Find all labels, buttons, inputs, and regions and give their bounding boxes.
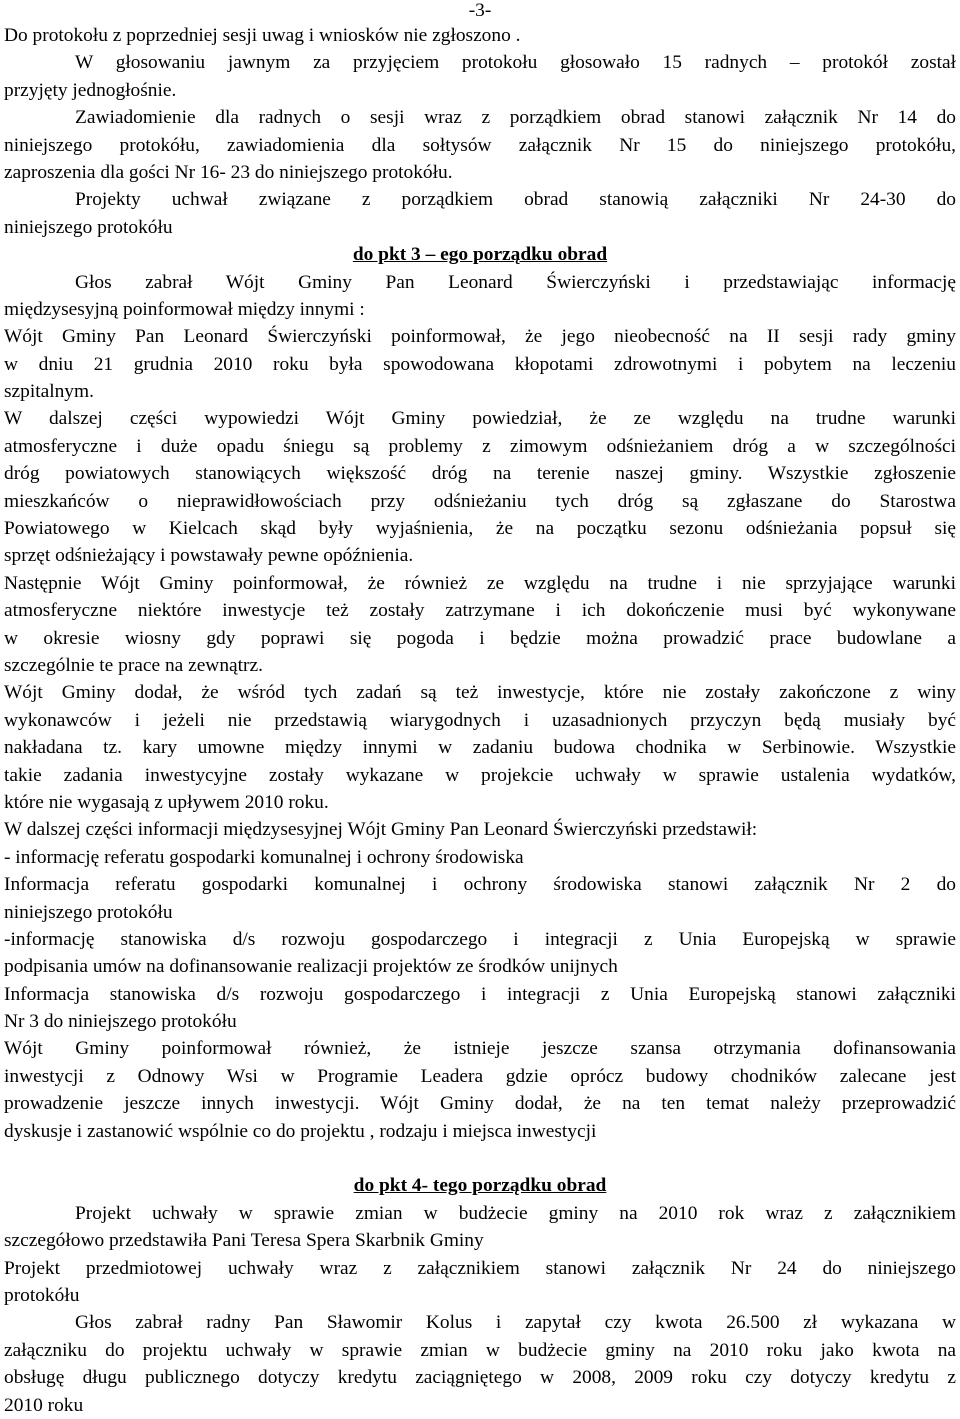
text-line: zaproszenia dla gości Nr 16- 23 do niniejszego protokółu.	[4, 161, 453, 183]
text-line: Głos zabrał radny Pan Sławomir Kolus i zapytał czy kwota 26.500 zł wykazana w	[75, 1312, 956, 1334]
text-line: wykonawców i jeżeli nie przedstawią wiarygodnych i uzasadnionych przyczyn będą musiały być	[4, 709, 956, 731]
text-line: niniejszego protokółu	[4, 901, 173, 923]
text-line: atmosferyczne niektóre inwestycje też zostały zatrzymane i ich dokończenie musi być wykonywane	[4, 600, 956, 622]
text-line: dyskusje i zastanowić wspólnie co do projektu , rodzaju i miejsca inwestycji	[4, 1120, 597, 1142]
text-line: Informacja referatu gospodarki komunalnej i ochrony środowiska stanowi załącznik Nr 2 do	[4, 874, 956, 896]
text-line: nakładana tz. kary umowne między innymi w zadaniu budowa chodnika w Serbinowie. Wszystkie	[4, 737, 956, 759]
text-line: szczegółowo przedstawiła Pani Teresa Spera Skarbnik Gminy	[4, 1230, 484, 1252]
text-line: przyjęty jednogłośnie.	[4, 79, 177, 101]
text-line: takie zadania inwestycyjne zostały wykazane w projekcie uchwały w sprawie ustalenia wydatków,	[4, 764, 956, 786]
text-line: Zawiadomienie dla radnych o sesji wraz z porządkiem obrad stanowi załącznik Nr 14 do	[75, 107, 956, 129]
text-line: Wójt Gminy poinformował również, że istnieje jeszcze szansa otrzymania dofinansowania	[4, 1038, 956, 1060]
text-line: Wójt Gminy dodał, że wśród tych zadań są też inwestycje, które nie zostały zakończone z winy	[4, 682, 956, 704]
text-line: Wójt Gminy Pan Leonard Świerczyński poinformował, że jego nieobecność na II sesji rady gminy	[4, 326, 956, 348]
text-line: Projekty uchwał związane z porządkiem obrad stanowią załączniki Nr 24-30 do	[75, 189, 956, 211]
text-line: sprzęt odśnieżający i powstawały pewne opóźnienia.	[4, 545, 414, 567]
text-line: 2010 roku	[4, 1394, 84, 1416]
text-line: Projekt przedmiotowej uchwały wraz z załącznikiem stanowi załącznik Nr 24 do niniejszego	[4, 1257, 956, 1279]
text-line: atmosferyczne i duże opadu śniegu są problemy z zimowym odśnieżaniem dróg a w szczególności	[4, 435, 956, 457]
text-line: niniejszego protokółu	[4, 216, 173, 238]
text-line: mieszkańców o nieprawidłowościach przy odśnieżaniu tych dróg są zgłaszane do Starostwa	[4, 490, 956, 512]
page-number: -3-	[468, 0, 492, 21]
text-line: Powiatowego w Kielcach skąd były wyjaśnienia, że na początku sezonu odśnieżania popsuł się	[4, 518, 956, 540]
text-line: Projekt uchwały w sprawie zmian w budżecie gminy na 2010 rok wraz z załącznikiem	[75, 1202, 956, 1224]
text-line: podpisania umów na dofinansowanie realizacji projektów ze środków unijnych	[4, 956, 618, 978]
text-line: międzysesyjną poinformował między innymi :	[4, 298, 365, 320]
blank-line	[4, 1145, 956, 1172]
text-line: W dalszej części wypowiedzi Wójt Gminy powiedział, że ze względu na trudne warunki	[4, 408, 956, 430]
text-line: Nr 3 do niniejszego protokółu	[4, 1011, 237, 1033]
text-line: załączniku do projektu uchwały w sprawie zmian w budżecie gminy na 2010 roku jako kwota na	[4, 1339, 956, 1361]
text-line: W głosowaniu jawnym za przyjęciem protokołu głosowało 15 radnych – protokół został	[75, 52, 956, 74]
text-line: W dalszej części informacji międzysesyjnej Wójt Gminy Pan Leonard Świerczyński przedstawił:	[4, 819, 758, 841]
section-heading-pkt3: do pkt 3 – ego porządku obrad	[352, 244, 608, 266]
text-line: które nie wygasają z upływem 2010 roku.	[4, 791, 329, 813]
text-line: szpitalnym.	[4, 381, 94, 403]
text-line: - informację referatu gospodarki komunalnej i ochrony środowiska	[4, 846, 524, 868]
text-line: niniejszego protokółu, zawiadomienia dla sołtysów załącznik Nr 15 do niniejszego protokółu,	[4, 134, 956, 156]
text-line: obsługę długu publicznego dotyczy kredytu zaciągniętego w 2008, 2009 roku czy dotyczy kredytu z	[4, 1367, 956, 1389]
text-line: w okresie wiosny gdy poprawi się pogoda i będzie można prowadzić prace budowlane a	[4, 627, 956, 649]
text-line: Głos zabrał Wójt Gminy Pan Leonard Świerczyński i przedstawiając informację	[75, 271, 956, 293]
text-line: w dniu 21 grudnia 2010 roku była spowodowana kłopotami zdrowotnymi i pobytem na leczeniu	[4, 353, 956, 375]
section-heading-pkt4: do pkt 4- tego porządku obrad	[353, 1175, 607, 1197]
text-line: szczególnie te prace na zewnątrz.	[4, 654, 263, 676]
text-line: Następnie Wójt Gminy poinformował, że również ze względu na trudne i nie sprzyjające warunki	[4, 572, 956, 594]
text-line: dróg powiatowych stanowiących większość dróg na terenie naszej gminy. Wszystkie zgłoszenie	[4, 463, 956, 485]
text-line: Informacja stanowiska d/s rozwoju gospodarczego i integracji z Unia Europejską stanowi załączniki	[4, 983, 956, 1005]
text-line: protokółu	[4, 1284, 80, 1306]
text-line: prowadzenie jeszcze innych inwestycji. Wójt Gminy dodał, że na ten temat należy przeprowadzić	[4, 1093, 956, 1115]
text-line: Do protokołu z poprzedniej sesji uwag i wniosków nie zgłoszono .	[4, 25, 521, 46]
text-line: -informację stanowiska d/s rozwoju gospodarczego i integracji z Unia Europejską w sprawie	[4, 928, 956, 950]
text-line: inwestycji z Odnowy Wsi w Programie Leadera gdzie oprócz budowy chodników zalecane jest	[4, 1065, 956, 1087]
